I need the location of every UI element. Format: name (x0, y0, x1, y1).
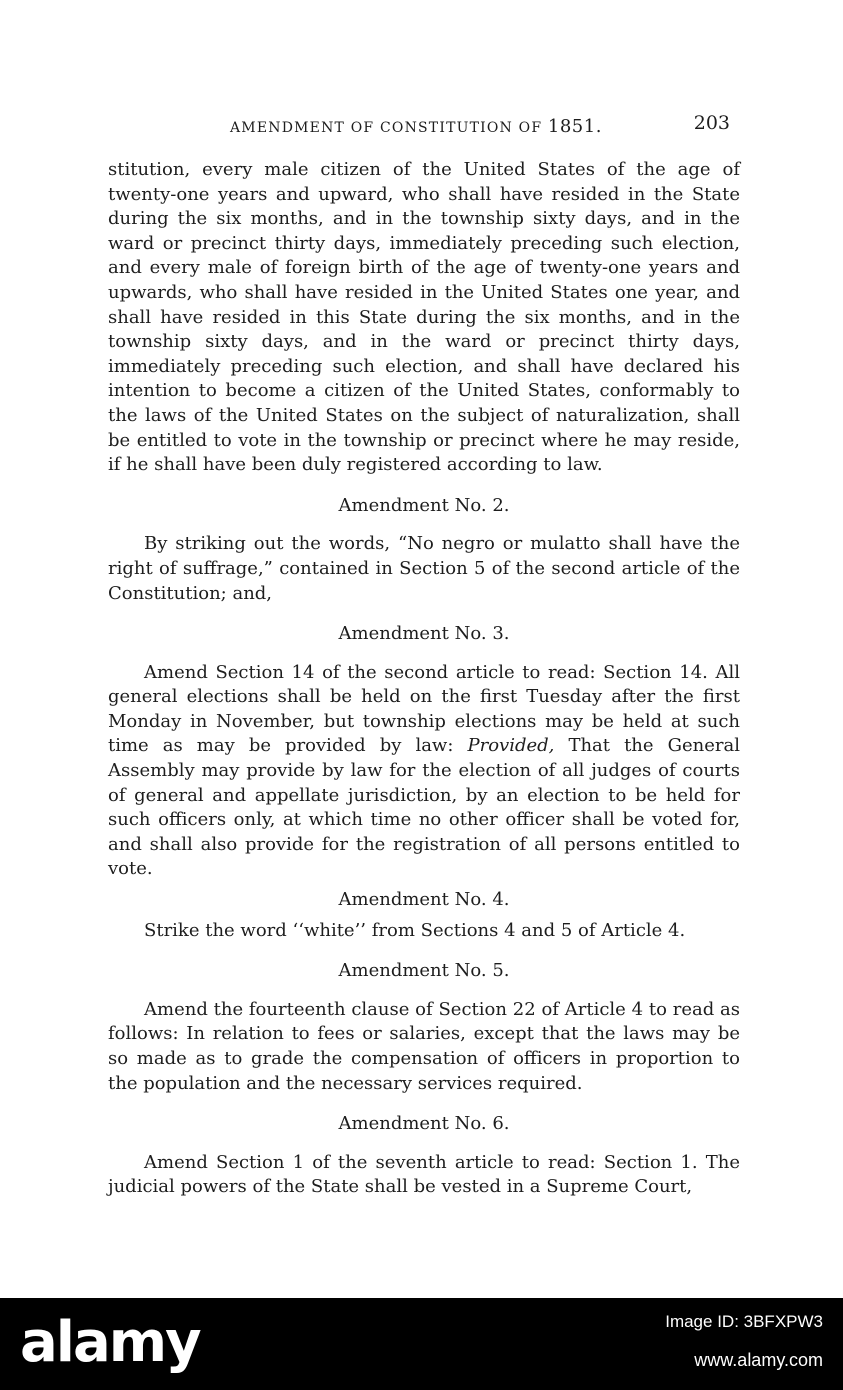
paragraph-amendment-3-part-b: That the General Assembly may provide by law for the election of all judges of courts of general and appellate jurisdiction, by an election to be held for such officers only, at which time no other officer shall be voted for, and shall also provide for the registration of all persons entitled to vote. (108, 735, 740, 880)
running-header (108, 112, 738, 140)
heading-amendment-4: Amendment No. 4. (338, 889, 510, 911)
running-title-year: 1851. (547, 116, 602, 137)
provided-italic: Provided, (467, 735, 555, 757)
page-number: 203 (693, 112, 730, 134)
image-id-label: Image ID: 3BFXPW3 (665, 1312, 823, 1331)
body-text (108, 158, 740, 1200)
paragraph-amendment-3 (108, 661, 740, 882)
stock-watermark-band (0, 1298, 843, 1390)
paragraph-amendment-5: Amend the fourteenth clause of Section 22 of Article 4 to read as follows: In relation to fees or salaries, except that the laws may be so made as to grade the compensation of officers in proportion to the population and the necessary services required. (108, 998, 740, 1094)
running-title (230, 116, 602, 137)
paragraph-amendment-6: Amend Section 1 of the seventh article to read: Section 1. The judicial powers of the State shall be vested in a Supreme Court, (108, 1151, 740, 1198)
alamy-logo: alamy (20, 1310, 200, 1375)
heading-amendment-6: Amendment No. 6. (338, 1113, 510, 1135)
paragraph-amendment-4: Strike the word ‘‘white’’ from Sections 4 and 5 of Article 4. (144, 919, 686, 941)
heading-amendment-5: Amendment No. 5. (338, 960, 510, 982)
watermark-url: www.alamy.com (694, 1350, 823, 1370)
running-title-text: AMENDMENT OF CONSTITUTION OF (230, 120, 543, 136)
paragraph-amendment-2: By striking out the words, “No negro or mulatto shall have the right of suffrage,” contained in Section 5 of the second article of the Constitution; and, (108, 533, 740, 604)
heading-amendment-3: Amendment No. 3. (338, 623, 510, 645)
paragraph-continuation: stitution, every male citizen of the United States of the age of twenty-one years and upward, who shall have resided in the State during the six months, and in the township sixty days, and in the ward or precinct thirty days, immediately preceding such election, and every male of foreign birth of the age of twenty-one years and upwards, who shall have resided in the United States one year, and shall have resided in this State during the six months, and in the township sixty days, and in the ward or precinct thirty days, immediately preceding such election, and shall have declared his intention to become a citizen of the United States, conformably to the laws of the United States on the subject of naturalization, shall be entitled to vote in the township or precinct where he may reside, if he shall have been duly registered according to law. (108, 159, 740, 476)
heading-amendment-2: Amendment No. 2. (338, 494, 510, 516)
paragraph-amendment-3-part-a: Amend Section 14 of the second article to read: Section 14. All general elections shall be held on the first Tuesday after the first Monday in November, but township elections may be held at such time as may be provided by law: (108, 661, 740, 757)
